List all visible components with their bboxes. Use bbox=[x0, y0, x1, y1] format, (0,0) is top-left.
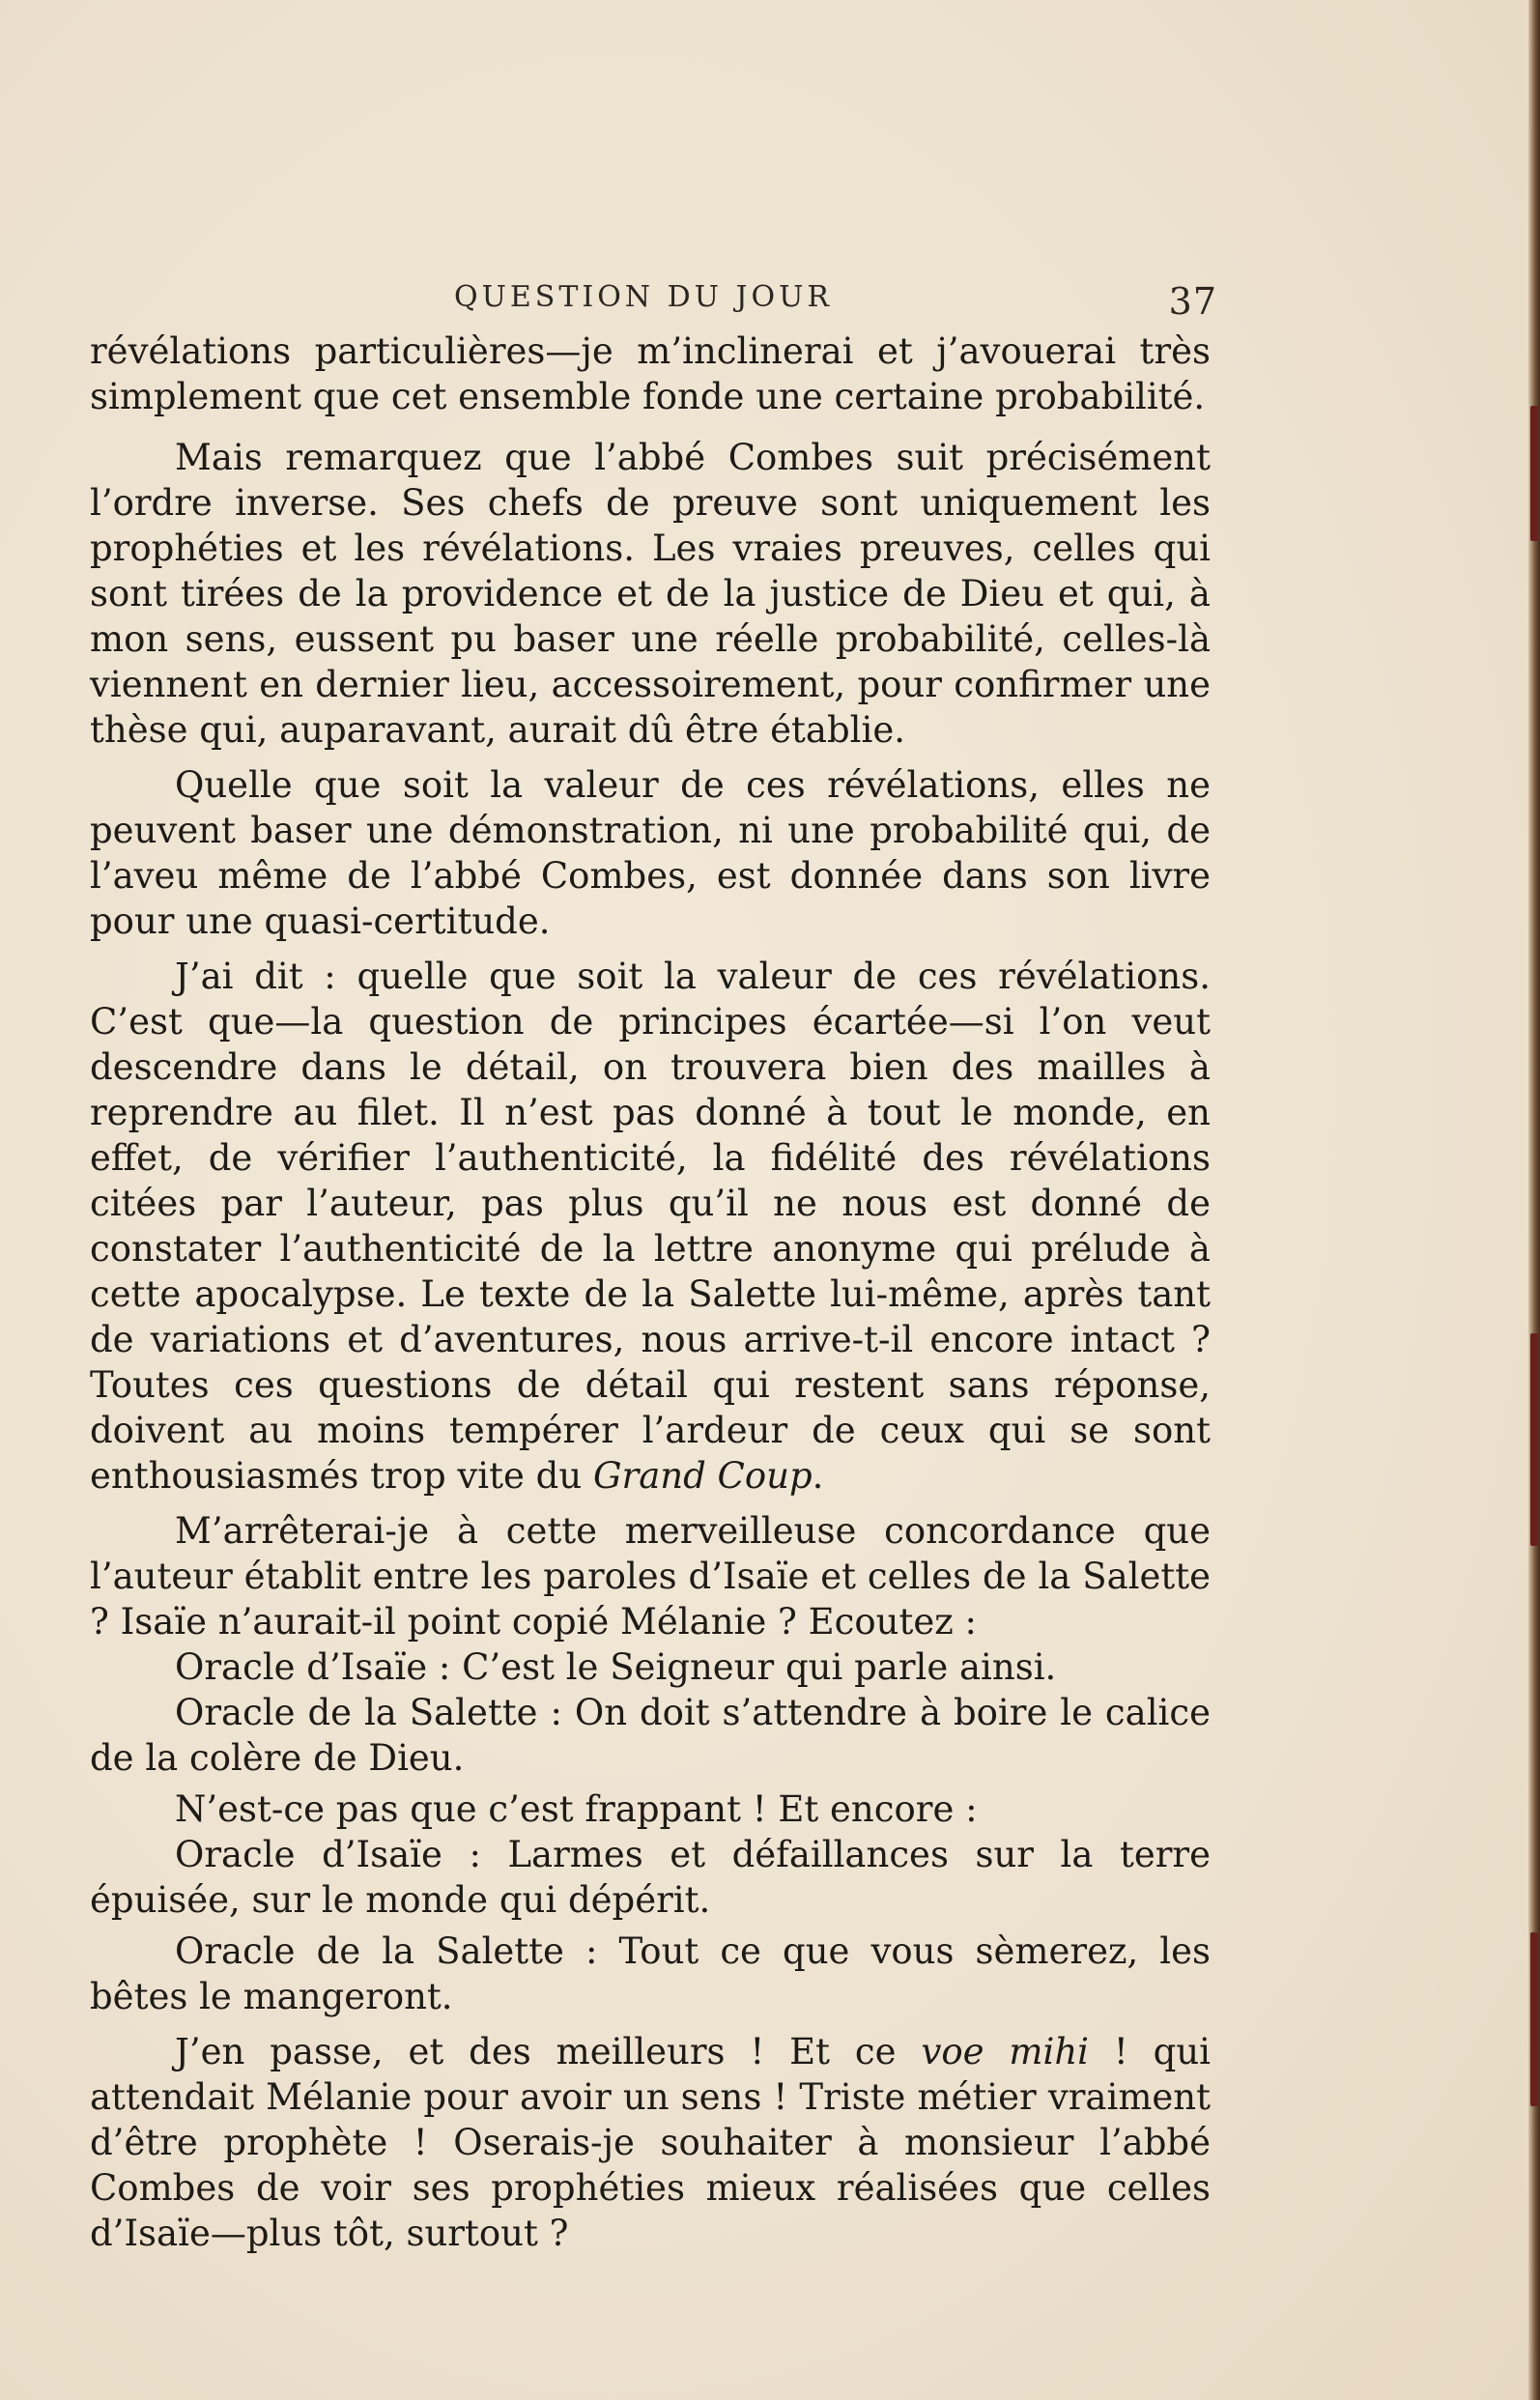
paragraph-text: J’ai dit : quelle que soit la valeur de ces révélations. C’est que—la question de principes écartée—si l’on veut descendre dans le détail, on trouvera bien des mailles à reprendre au filet. Il n’est pas donné à tout le monde, en effet, de vérifier l’authenticité, la fidélité des révélations citées par l’auteur, pas plus qu’il ne nous est donné de constater l’authenticité de la lettre anonyme qui prélude à cette apocalypse. Le texte de la Salette lui-même, après tant de variations et d’aventures, nous arrive-t-il encore intact ? Toutes ces questions de détail qui restent sans réponse, doivent au moins tempérer l’ardeur de ceux qui se sont enthousiasmés trop vite du bbox=[90, 956, 1211, 1497]
italic-title: Grand Coup bbox=[592, 1455, 813, 1497]
paragraph-text: Quelle que soit la valeur de ces révélations, elles ne peuvent baser une démonstration, ni une probabilité qui, de l’aveu même de l’abbé Combes, est donnée dans son livre pour une quasi-certitude. bbox=[90, 764, 1211, 942]
paragraph-text: ! qui attendait Mélanie pour avoir un sens ! Triste métier vraiment d’être prophète ! Oserais-je souhaiter à monsieur l’abbé Combes de voir ses prophéties mieux réalisées que celles d’Isaïe—plus tôt, surtout ? bbox=[90, 2031, 1212, 2254]
paragraph bbox=[90, 1508, 1211, 1644]
italic-phrase: voe mihi bbox=[921, 2031, 1090, 2072]
oracle-line bbox=[90, 1690, 1211, 1781]
paragraph-text: J’en passe, et des meilleurs ! Et ce bbox=[175, 2031, 897, 2072]
paragraph bbox=[90, 762, 1211, 944]
paragraph bbox=[90, 435, 1211, 753]
body-text bbox=[90, 329, 1211, 2256]
page-number: 37 bbox=[1168, 280, 1217, 323]
paragraph-text: N’est-ce pas que c’est frappant ! Et encore : bbox=[175, 1788, 978, 1830]
paragraph-text: Oracle d’Isaïe : C’est le Seigneur qui parle ainsi. bbox=[175, 1646, 1057, 1688]
oracle-line bbox=[90, 1786, 1211, 1832]
running-title: QUESTION DU JOUR bbox=[454, 280, 833, 314]
paragraph-text: Oracle de la Salette : Tout ce que vous sèmerez, les bêtes le mangeront. bbox=[90, 1930, 1211, 2017]
spine-decoration bbox=[1530, 1932, 1538, 2106]
paragraph-text: Oracle d’Isaïe : Larmes et défaillances sur la terre épuisée, sur le monde qui dépérit. bbox=[90, 1834, 1211, 1921]
page-header bbox=[454, 280, 1217, 323]
paragraph-text: révélations particulières—je m’inclinerai et j’avouerai très simplement que cet ensemble fonde une certaine probabilité. bbox=[90, 330, 1211, 417]
paragraph bbox=[90, 329, 1211, 419]
oracle-line bbox=[90, 1929, 1211, 2019]
oracle-line bbox=[90, 1832, 1211, 1923]
spine-decoration bbox=[1530, 1333, 1538, 1546]
spine-decoration bbox=[1530, 406, 1538, 541]
oracle-line bbox=[90, 1644, 1211, 1690]
paragraph-text: M’arrêterai-je à cette merveilleuse concordance que l’auteur établit entre les paroles d’Isaïe et celles de la Salette ? Isaïe n’aurait-il point copié Mélanie ? Ecoutez : bbox=[90, 1510, 1211, 1643]
paragraph-text: Mais remarquez que l’abbé Combes suit précisément l’ordre inverse. Ses chefs de preuve sont uniquement les prophéties et les révélations. Les vraies preuves, celles qui sont tirées de la providence et de la justice de Dieu et qui, à mon sens, eussent pu baser une réelle probabilité, celles-là viennent en dernier lieu, accessoirement, pour confirmer une thèse qui, auparavant, aurait dû être établie. bbox=[90, 437, 1211, 751]
book-spine-edge bbox=[1528, 0, 1540, 2400]
paragraph bbox=[90, 2029, 1211, 2256]
paragraph-text: Oracle de la Salette : On doit s’attendre à boire le calice de la colère de Dieu. bbox=[90, 1692, 1211, 1779]
paragraph bbox=[90, 954, 1211, 1499]
paragraph-text: . bbox=[812, 1455, 824, 1497]
